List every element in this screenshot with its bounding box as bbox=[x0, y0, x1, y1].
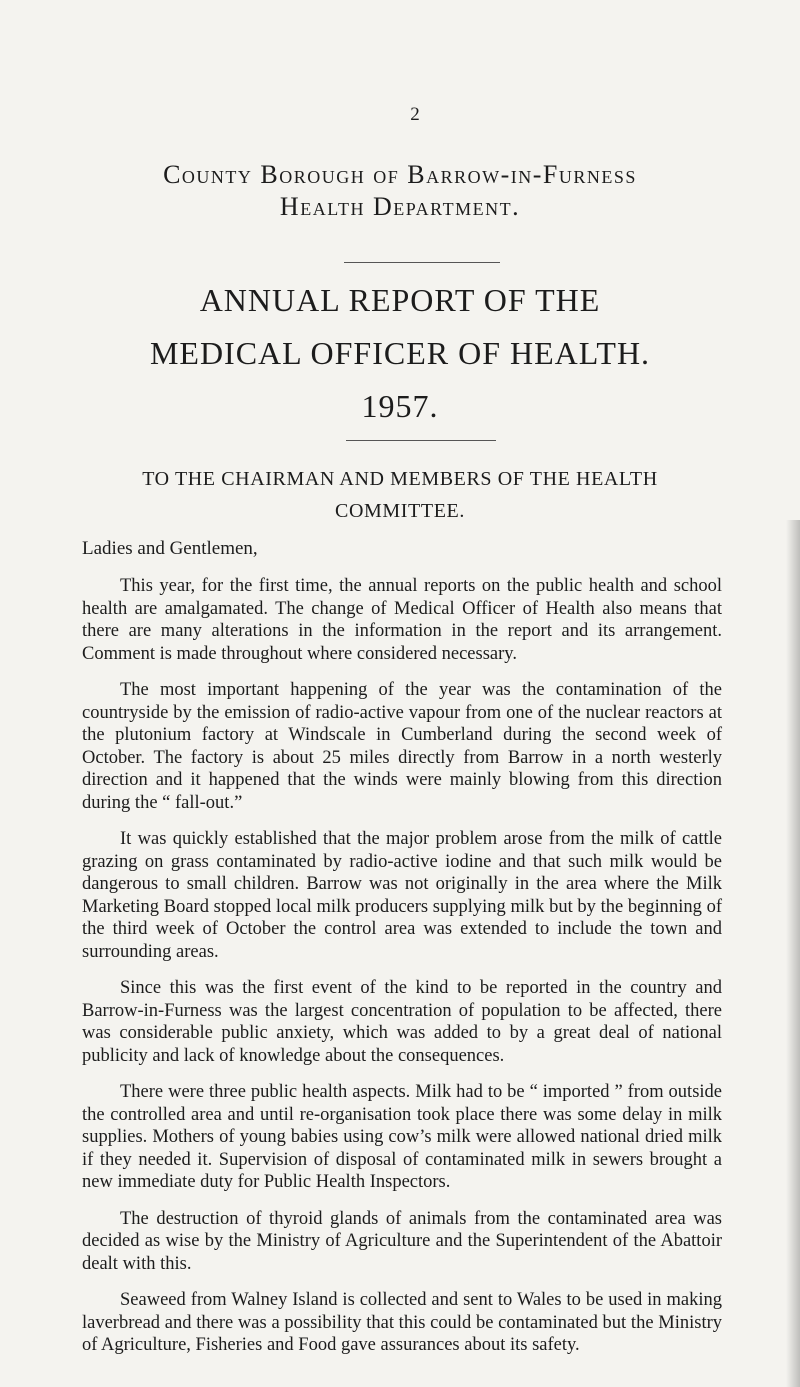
report-year: 1957. bbox=[361, 388, 439, 424]
paragraph: Since this was the first event of the kind to be reported in the country and Barrow-in-Furness was the largest concentration of population to be affected, there was considerable public anxiety, which was added to by a great deal of national publicity and lack of knowledge about the consequences. bbox=[82, 978, 722, 1066]
address-line-1: TO THE CHAIRMAN AND MEMBERS OF THE HEALTH bbox=[142, 468, 658, 490]
report-body bbox=[82, 575, 722, 1371]
page-edge-shadow bbox=[786, 520, 800, 1387]
paragraph: The destruction of thyroid glands of animals from the contaminated area was decided as wise by the Ministry of Agriculture and the Superintendent of the Abattoir dealt with this. bbox=[82, 1208, 722, 1274]
paragraph: Seaweed from Walney Island is collected and sent to Wales to be used in making laverbread and there was a possibility that this could be contaminated but the Ministry of Agriculture, Fisheries and Food gave assurances about its safety. bbox=[82, 1290, 722, 1355]
paragraph: This year, for the first time, the annual reports on the public health and school health are amalgamated. The change of Medical Officer of Health also means that there are many alterations in the information in the report and its arrangement. Comment is made throughout where considered necessary. bbox=[82, 576, 722, 664]
paragraph: It was quickly established that the major problem arose from the milk of cattle grazing on grass contaminated by radio-active iodine and that such milk would be dangerous to small children. Barrow was not originally in the area where the Milk Marketing Board stopped local milk producers supplying milk but by the beginning of the third week of October the control area was extended to include the town and surrounding areas. bbox=[82, 829, 722, 962]
page-number: 2 bbox=[410, 104, 420, 125]
header-borough-name: County Borough of Barrow-in-Furness bbox=[163, 160, 637, 189]
divider-rule bbox=[344, 262, 500, 263]
paragraph: The most important happening of the year was the contamination of the countryside by the emission of radio-active vapour from one of the nuclear reactors at the plutonium factory at Windscale in Cumberland during the second week of October. The factory is about 25 miles directly from Barrow in a north westerly direction and it happened that the winds were mainly blowing from this direction during the “ fall-out.” bbox=[82, 680, 722, 813]
address-line-2: COMMITTEE. bbox=[335, 500, 465, 522]
salutation: Ladies and Gentlemen, bbox=[82, 538, 258, 559]
report-title-line-2: MEDICAL OFFICER OF HEALTH. bbox=[149, 335, 651, 371]
paragraph: There were three public health aspects. Milk had to be “ imported ” from outside the controlled area and until re-organisation took place there was some delay in milk supplies. Mothers of young babies using cow’s milk were allowed national dried milk if they needed it. Supervision of disposal of contaminated milk in sewers brought a new immediate duty for Public Health Inspectors. bbox=[82, 1082, 722, 1192]
report-title-line-1: ANNUAL REPORT OF THE bbox=[199, 282, 601, 318]
divider-rule bbox=[346, 440, 496, 441]
header-department-name: Health Department. bbox=[279, 192, 521, 221]
